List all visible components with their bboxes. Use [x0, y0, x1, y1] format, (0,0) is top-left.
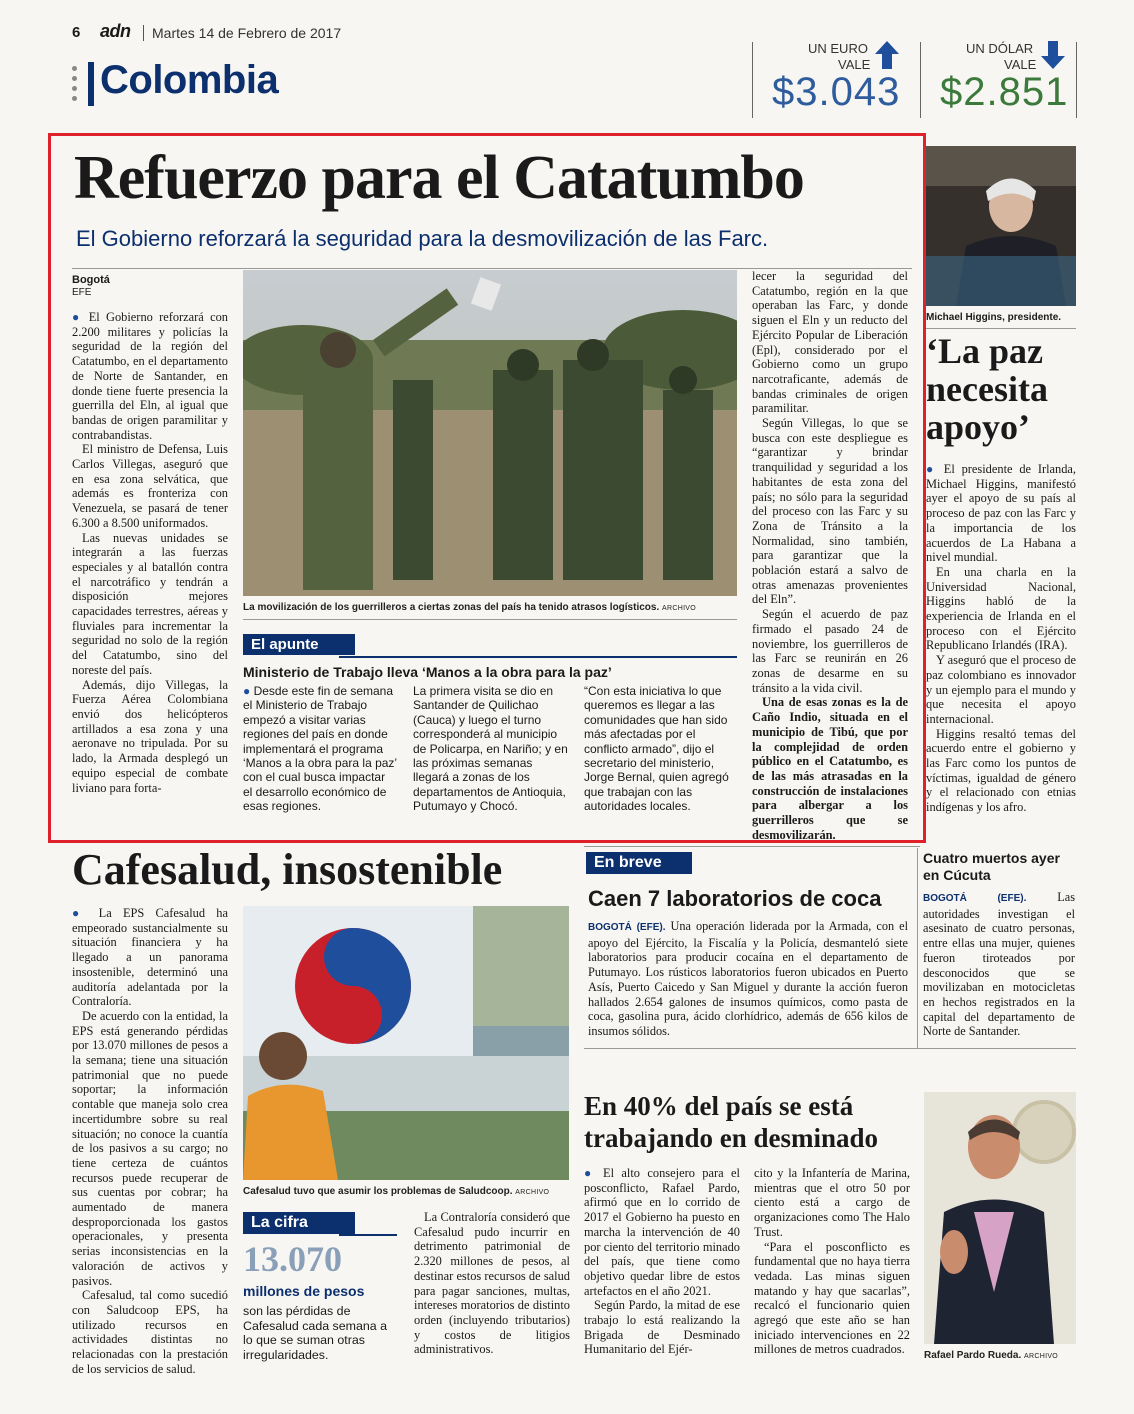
higgins-rule	[926, 328, 1076, 329]
currency-divider-2	[920, 42, 921, 118]
cafesalud-col1: ● La EPS Cafesalud ha empeorado sustancialmente su situación financiera y ha llegado a un panorama insostenible, determinó una auditoría adelantada por la Contraloría. De acuerdo con la entidad, la EPS está generando pérdidas por 13.070 millones de pesos a la semana; tiene una situación patrimonial que no puede soportar; la información contable que maneja solo crea incertidumbre sobre su real situación; no conoce la cuantía de los pasivos a su cargo; no tiene certeza de cuántos recursos puede recuperar de sus cuentas por cobrar; ha aumentado de manera desproporcionada los gastos operacionales, y presenta serias inconsistencias en la valoración de activos y pasivos. Cafesalud, tal como sucedió con Saludcoop EPS, ha utilizado recursos en actividades distintas no relacionadas con la prestación de los servicios de salud.	[72, 906, 229, 1376]
cifra-text: son las pérdidas de Cafesalud cada semana a lo que se suman otras irregularidades.	[243, 1304, 387, 1362]
section-title: Colombia	[100, 58, 279, 102]
bullet-icon: ●	[584, 1166, 596, 1180]
main-article-photo	[243, 270, 737, 596]
cucuta-dateline: BOGOTÁ (EFE).	[923, 893, 1027, 904]
breve-rule-top	[584, 846, 920, 847]
currency-divider-3	[1076, 42, 1077, 118]
dolar-value: $2.851	[940, 70, 1069, 114]
brand-logo: adn	[100, 21, 131, 41]
apunte-title: Ministerio de Trabajo lleva ‘Manos a la obra para la paz’	[243, 664, 612, 680]
breve-text: BOGOTÁ (EFE). Una operación liderada por la Armada, con el apoyo del Ejército, la Fiscalía y la Policía, desmanteló siete laboratorios para producir cocaína en el departamento de Putumayo. Los rústicos laboratorios fueron ubicados en Puerto Asís, Puerto Caicedo y San Miguel y durante la acción fueron hallados 2.654 galones de insumos químicos, como pasta de coca, gasolina pura, ácido clorhídrico, además de 656 kilos de insumos sólidos.	[588, 919, 908, 1038]
cucuta-title: Cuatro muertos ayer en Cúcuta	[923, 850, 1060, 883]
breve-flag: En breve	[586, 852, 692, 874]
section-bar	[88, 62, 94, 106]
main-article-col3: lecer la seguridad del Catatumbo, región en la que operaban las Farc, y donde siguen el Eln y un reducto del Ejército Popular de Liberación (Epl), considerado por el Gobierno como un grupo narcotraficante, además de bandas criminales de origen paramilitar. Según Villegas, lo que se busca con este despliegue es “garantizar y brindar tranquilidad y seguridad a los habitantes de esta zona del país; no sólo para la seguridad del proceso con las Farc y su Zona de Tránsito a la Normalidad, sino también, para garantizar que la población estará a salvo de otras amenazas provenientes del Eln”. Según el acuerdo de paz firmado el pasado 24 de noviembre, los guerrilleros de las Farc se reunirán en 26 zonas de desarme en su tránsito a la vida civil. Una de esas zonas es la de Caño Indio, situada en el municipio de Tibú, que por la complejidad de orden público en el Catatumbo, es de las más atrasadas en la construcción de instalaciones para albergar a los guerrilleros que se desmovilizarán.	[752, 269, 908, 842]
bullet-icon: ●	[243, 684, 251, 698]
cucuta-text: BOGOTÁ (EFE). Las autoridades investigan el asesinato de cuatro personas, entre ellas una mujer, quienes fueron tiroteados por desconocidos que se movilizaban en motocicletas en hechos registrados en la capital del departamento de Norte de Santander.	[923, 890, 1075, 1039]
section-dots-icon	[72, 66, 78, 104]
page-number: 6	[72, 24, 81, 41]
pardo-photo	[924, 1092, 1076, 1344]
breve-divider	[917, 848, 918, 1048]
cafesalud-col3: La Contraloría consideró que Cafesalud pudo incurrir en detrimento patrimonial de 2.320 millones de pesos, al destinar estos recursos de salud para pagar sanciones, multas, intereses moratorios de distinto orden (incluyendo tributarios) y costos de litigios administrativos.	[414, 1210, 570, 1357]
bullet-icon: ●	[72, 310, 83, 324]
cafesalud-photo-caption: Cafesalud tuvo que asumir los problemas de Saludcoop. ARCHIVO	[243, 1186, 550, 1197]
caption-rule	[243, 619, 737, 620]
desminado-col2: cito y la Infantería de Marina, mientras que el otro 50 por ciento está a cargo de organizaciones como The Halo Trust. “Para el posconflicto es fundamental que no haya tierra vedada. Las minas siguen matando y hay que sacarlas”, recalcó el funcionario quien agregó que este año se han iniciado intervenciones en 22 millones de metros cuadrados.	[754, 1166, 910, 1357]
apunte-flag: El apunte	[243, 634, 355, 655]
breve-dateline: BOGOTÁ (EFE).	[588, 922, 666, 933]
main-article-title: Refuerzo para el Catatumbo	[74, 144, 804, 212]
apunte-rule	[339, 656, 737, 658]
cifra-rule	[339, 1234, 397, 1236]
currency-divider-1	[752, 42, 753, 118]
cafesalud-photo	[243, 906, 569, 1180]
higgins-body: ● El presidente de Irlanda, Michael Higgins, manifestó ayer el apoyo de su país al proceso de paz con las Farc y la importancia de los acuerdos de La Habana a nivel mundial. En una charla en la Universidad Nacional, Higgins habló de la experiencia de Irlanda en el proceso con el Ejército Republicano Irlandés (IRA). Y aseguró que el proceso de paz colombiano es innovador y un ejemplo para el mundo y que necesita el apoyo internacional. Higgins resaltó temas del acuerdo entre el gobierno y las Farc como los puntos de víctimas, igualdad de género y el relacionado con etnias indígenas y los afro.	[926, 462, 1076, 815]
dolar-label-2: VALE	[1004, 57, 1037, 72]
euro-value: $3.043	[772, 70, 901, 114]
cifra-number: 13.070	[243, 1239, 342, 1279]
higgins-title: ‘La paz necesita apoyo’	[926, 331, 1048, 447]
higgins-photo-caption: Michael Higgins, presidente.	[926, 312, 1062, 323]
bullet-icon: ●	[926, 462, 937, 476]
apunte-col2: La primera visita se dio en Santander de Quilichao (Cauca) y luego el turno corresponderá al municipio de Policarpa, en Nariño; y en las próximas semanas llegará a zonas de los departamentos de Antioquia, Putumayo y Chocó.	[413, 684, 568, 814]
main-article-subtitle: El Gobierno reforzará la seguridad para la desmovilización de las Farc.	[76, 226, 769, 251]
pardo-photo-caption: Rafael Pardo Rueda. ARCHIVO	[924, 1350, 1059, 1361]
euro-label-1: UN EURO	[808, 41, 868, 56]
main-article-agency: EFE	[72, 287, 92, 298]
cifra-flag: La cifra	[243, 1212, 355, 1234]
apunte-col3: “Con esta iniciativa lo que queremos es llegar a las comunidades que han sido más afectadas por el conflicto armado”, dijo el secretario del ministerio, Jorge Bernal, quien agregó que trabajan con las autoridades locales.	[584, 684, 729, 814]
desminado-title: En 40% del país se está trabajando en desminado	[584, 1091, 879, 1153]
cafesalud-title: Cafesalud, insostenible	[72, 845, 503, 894]
apunte-col1: ● Desde este fin de semana el Ministerio de Trabajo empezó a visitar varias regiones del país en donde implementará el programa ‘Manos a la obra para la paz’ con el cual busca impactar el desarrollo económico de esas regiones.	[243, 684, 397, 814]
cifra-unit: millones de pesos	[243, 1283, 365, 1299]
header-date: Martes 14 de Febrero de 2017	[152, 25, 342, 41]
main-article-place: Bogotá	[72, 274, 110, 286]
breve-title: Caen 7 laboratorios de coca	[588, 886, 882, 911]
dolar-label-1: UN DÓLAR	[966, 41, 1034, 56]
desminado-col1: ● El alto consejero para el posconflicto, Rafael Pardo, afirmó que en lo corrido de 2017 el Gobierno ha puesto en marcha la intervención de 40 por ciento del territorio minado del país, que tiene como objetivo quedar libre de estos artefactos en el año 2021. Según Pardo, la mitad de ese trabajo lo está realizando la Brigada de Desminado Humanitario del Ejér-	[584, 1166, 740, 1357]
higgins-photo	[926, 146, 1076, 306]
main-article-col1: ● El Gobierno reforzará con 2.200 militares y policías la seguridad de la región del Catatumbo, en el departamento de Norte de Santander, en donde tiene fuerte presencia la guerrilla del Eln, al igual que bandas de origen paramilitar y contrabandistas. El ministro de Defensa, Luis Carlos Villegas, aseguró que en esa zona selvática, que además es fronteriza con Venezuela, se pasará de tener 6.300 a 8.500 uniformados. Las nuevas unidades se integrarán a las fuerzas especiales y al batallón contra el narcotráfico y tendrán a disposición mejores capacidades terrestres, aéreas y fluviales para incrementar la seguridad no solo de la región del Catatumbo, sino del noreste del país. Además, dijo Villegas, la Fuerza Aérea Colombiana envió dos helicópteros artillados a esa zona y una aeronave no tripulada. Por su lado, la Armada desplegó un equipo especial de combate liviano para forta-	[72, 310, 228, 795]
header-divider	[143, 25, 144, 41]
euro-label-2: VALE	[838, 57, 871, 72]
bullet-icon: ●	[72, 906, 88, 920]
main-photo-caption: La movilización de los guerrilleros a ciertas zonas del país ha tenido atrasos logísticos. ARCHIVO	[243, 602, 697, 613]
briefs-bottom-rule	[584, 1048, 1076, 1049]
